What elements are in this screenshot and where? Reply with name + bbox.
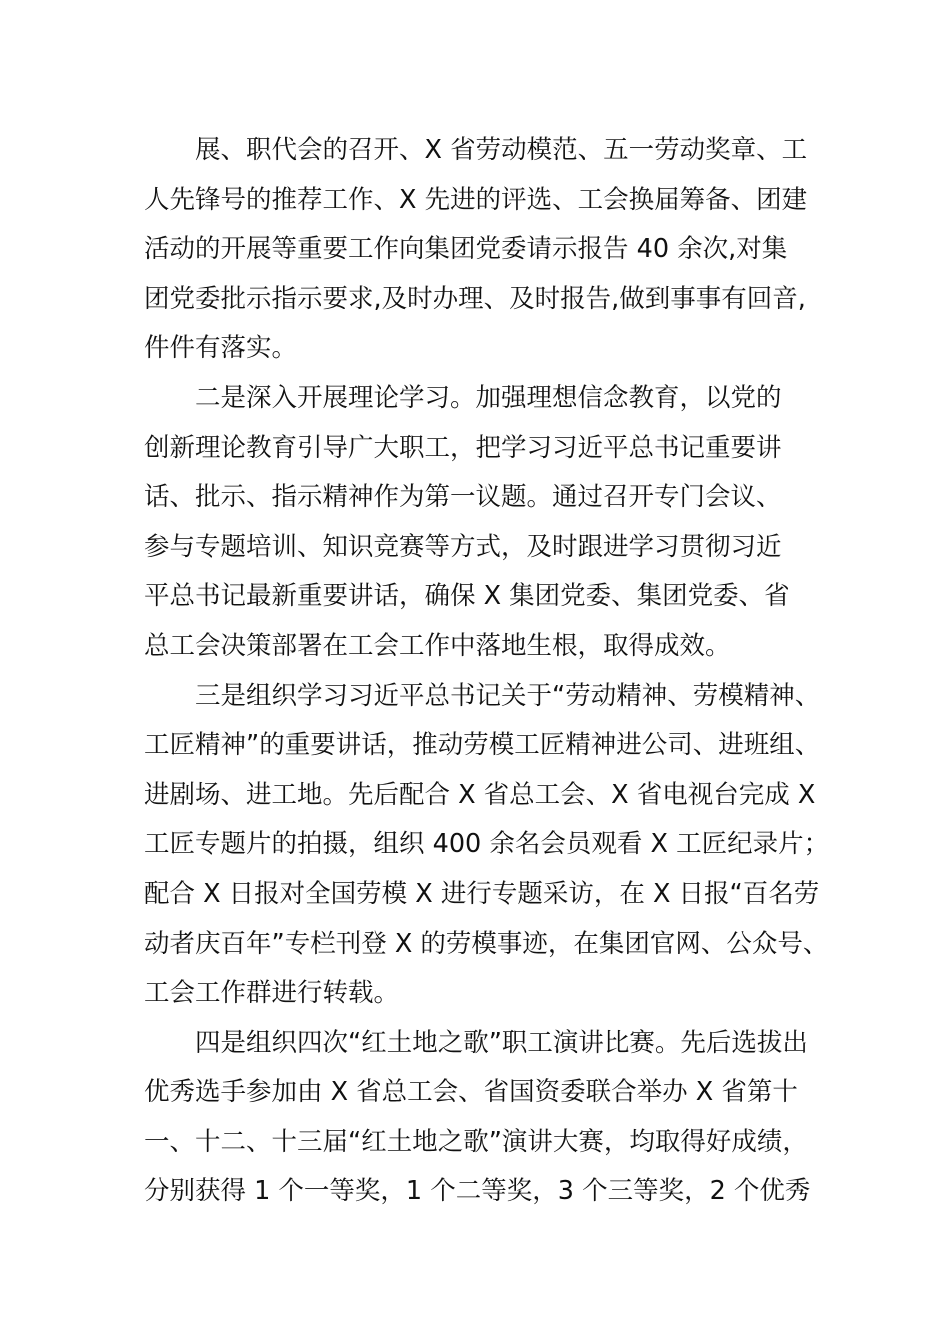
- text-line: 活动的开展等重要工作向集团党委请示报告 40 余次,对集: [144, 234, 788, 265]
- text-line: 件件有落实。: [144, 333, 298, 364]
- paragraph: [144, 374, 834, 672]
- text-line: 参与专题培训、知识竞赛等方式，及时跟进学习贯彻习近: [144, 531, 782, 562]
- text-line: 平总书记最新重要讲话，确保 X 集团党委、集团党委、省: [144, 581, 790, 612]
- text-line: 分别获得 1 个一等奖，1 个二等奖，3 个三等奖，2 个优秀: [144, 1176, 811, 1207]
- text-line: 四是组织四次“红土地之歌”职工演讲比赛。先后选拔出: [195, 1027, 808, 1058]
- paragraph: [144, 672, 834, 1019]
- text-line: 展、职代会的召开、X 省劳动模范、五一劳动奖章、工: [195, 135, 808, 165]
- text-line: 工匠专题片的拍摄，组织 400 余名会员观看 X 工匠纪录片；: [144, 829, 830, 860]
- text-line: 话、批示、指示精神作为第一议题。通过召开专门会议、: [144, 482, 782, 513]
- text-line: 进剧场、进工地。先后配合 X 省总工会、X 省电视台完成 X: [144, 779, 816, 810]
- paragraph: [144, 1019, 834, 1217]
- body-text: [144, 126, 834, 1217]
- text-line: 创新理论教育引导广大职工，把学习习近平总书记重要讲: [144, 432, 782, 463]
- paragraph: [144, 126, 834, 374]
- text-line: 三是组织学习习近平总书记关于“劳动精神、劳模精神、: [195, 680, 821, 711]
- text-line: 工会工作群进行转载。: [144, 978, 400, 1009]
- text-line: 二是深入开展理论学习。加强理想信念教育，以党的: [195, 382, 782, 413]
- text-line: 动者庆百年”专栏刊登 X 的劳模事迹，在集团官网、公众号、: [144, 928, 829, 959]
- text-line: 人先锋号的推荐工作、X 先进的评选、工会换届筹备、团建: [144, 184, 808, 215]
- text-line: 团党委批示指示要求,及时办理、及时报告,做到事事有回音,: [144, 283, 806, 314]
- text-line: 工匠精神”的重要讲话，推动劳模工匠精神进公司、进班组、: [144, 730, 821, 761]
- text-line: 一、十二、十三届“红土地之歌”演讲大赛，均取得好成绩，: [144, 1126, 808, 1157]
- text-line: 配合 X 日报对全国劳模 X 进行专题采访，在 X 日报“百名劳: [144, 878, 820, 909]
- text-line: 优秀选手参加由 X 省总工会、省国资委联合举办 X 省第十: [144, 1077, 798, 1108]
- text-line: 总工会决策部署在工会工作中落地生根，取得成效。: [144, 630, 731, 661]
